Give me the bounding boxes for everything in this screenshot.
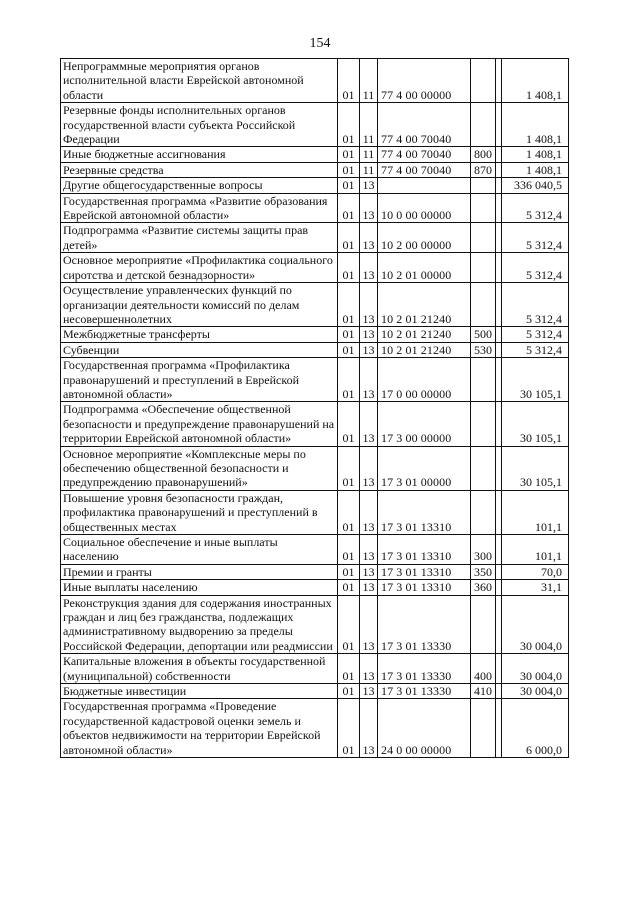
row-name: Бюджетные инвестиции bbox=[61, 684, 338, 699]
row-expense-type bbox=[471, 193, 496, 223]
row-target-article bbox=[378, 178, 471, 193]
row-subsection-code: 13 bbox=[360, 446, 378, 490]
row-subsection-code: 11 bbox=[360, 59, 378, 103]
row-subsection-code: 13 bbox=[360, 253, 378, 283]
row-name: Другие общегосударственные вопросы bbox=[61, 178, 338, 193]
table-row bbox=[61, 283, 569, 327]
row-section-code: 01 bbox=[338, 59, 360, 103]
row-amount: 5 312,4 bbox=[502, 193, 569, 223]
row-expense-type bbox=[471, 446, 496, 490]
table-row bbox=[61, 162, 569, 177]
row-subsection-code: 11 bbox=[360, 162, 378, 177]
row-subsection-code: 13 bbox=[360, 684, 378, 699]
row-amount: 5 312,4 bbox=[502, 253, 569, 283]
row-amount: 1 408,1 bbox=[502, 103, 569, 147]
table-row bbox=[61, 580, 569, 595]
row-amount: 30 105,1 bbox=[502, 402, 569, 446]
row-expense-type bbox=[471, 178, 496, 193]
row-subsection-code: 11 bbox=[360, 147, 378, 162]
row-expense-type: 350 bbox=[471, 564, 496, 579]
row-section-code: 01 bbox=[338, 178, 360, 193]
row-subsection-code: 13 bbox=[360, 580, 378, 595]
row-section-code: 01 bbox=[338, 654, 360, 684]
row-amount: 30 004,0 bbox=[502, 684, 569, 699]
row-section-code: 01 bbox=[338, 595, 360, 654]
table-row bbox=[61, 358, 569, 402]
row-name: Осуществление управленческих функций по организации деятельности комиссий по делам несовершеннолетних bbox=[61, 283, 338, 327]
row-name: Подпрограмма «Обеспечение общественной безопасности и предупреждение правонарушений на территории Еврейской автономной области» bbox=[61, 402, 338, 446]
row-subsection-code: 13 bbox=[360, 178, 378, 193]
row-amount: 1 408,1 bbox=[502, 147, 569, 162]
row-target-article: 10 2 01 21240 bbox=[378, 283, 471, 327]
row-subsection-code: 13 bbox=[360, 223, 378, 253]
row-expense-type: 360 bbox=[471, 580, 496, 595]
row-expense-type bbox=[471, 358, 496, 402]
row-expense-type bbox=[471, 253, 496, 283]
row-target-article: 10 0 00 00000 bbox=[378, 193, 471, 223]
row-amount: 5 312,4 bbox=[502, 223, 569, 253]
row-name: Подпрограмма «Развитие системы защиты прав детей» bbox=[61, 223, 338, 253]
row-target-article: 77 4 00 70040 bbox=[378, 147, 471, 162]
row-target-article: 17 3 01 13310 bbox=[378, 535, 471, 565]
row-expense-type bbox=[471, 103, 496, 147]
row-section-code: 01 bbox=[338, 490, 360, 534]
row-subsection-code: 13 bbox=[360, 193, 378, 223]
row-name: Государственная программа «Профилактика правонарушений и преступлений в Еврейской автономной области» bbox=[61, 358, 338, 402]
row-target-article: 10 2 00 00000 bbox=[378, 223, 471, 253]
row-expense-type bbox=[471, 699, 496, 758]
row-amount: 336 040,5 bbox=[502, 178, 569, 193]
row-amount: 30 105,1 bbox=[502, 446, 569, 490]
row-section-code: 01 bbox=[338, 580, 360, 595]
row-section-code: 01 bbox=[338, 402, 360, 446]
row-subsection-code: 13 bbox=[360, 490, 378, 534]
row-target-article: 77 4 00 00000 bbox=[378, 59, 471, 103]
row-expense-type: 500 bbox=[471, 327, 496, 342]
row-subsection-code: 13 bbox=[360, 402, 378, 446]
row-amount: 6 000,0 bbox=[502, 699, 569, 758]
row-target-article: 24 0 00 00000 bbox=[378, 699, 471, 758]
row-target-article: 17 3 01 13310 bbox=[378, 564, 471, 579]
row-target-article: 10 2 01 00000 bbox=[378, 253, 471, 283]
row-amount: 1 408,1 bbox=[502, 162, 569, 177]
table-row bbox=[61, 193, 569, 223]
row-section-code: 01 bbox=[338, 147, 360, 162]
row-section-code: 01 bbox=[338, 162, 360, 177]
row-section-code: 01 bbox=[338, 193, 360, 223]
table-row bbox=[61, 490, 569, 534]
row-expense-type bbox=[471, 59, 496, 103]
row-expense-type: 410 bbox=[471, 684, 496, 699]
table-row bbox=[61, 223, 569, 253]
row-name: Премии и гранты bbox=[61, 564, 338, 579]
row-section-code: 01 bbox=[338, 358, 360, 402]
row-section-code: 01 bbox=[338, 446, 360, 490]
row-subsection-code: 13 bbox=[360, 535, 378, 565]
table-row bbox=[61, 103, 569, 147]
row-name: Повышение уровня безопасности граждан, профилактика правонарушений и преступлений в общественных местах bbox=[61, 490, 338, 534]
row-subsection-code: 13 bbox=[360, 699, 378, 758]
row-subsection-code: 13 bbox=[360, 564, 378, 579]
row-target-article: 10 2 01 21240 bbox=[378, 327, 471, 342]
row-target-article: 17 3 01 00000 bbox=[378, 446, 471, 490]
table-row bbox=[61, 684, 569, 699]
table-row bbox=[61, 654, 569, 684]
row-subsection-code: 13 bbox=[360, 595, 378, 654]
row-target-article: 17 3 01 13330 bbox=[378, 654, 471, 684]
row-target-article: 77 4 00 70040 bbox=[378, 162, 471, 177]
table-row bbox=[61, 564, 569, 579]
row-subsection-code: 13 bbox=[360, 654, 378, 684]
row-target-article: 17 3 01 13330 bbox=[378, 684, 471, 699]
row-amount: 5 312,4 bbox=[502, 283, 569, 327]
row-amount: 70,0 bbox=[502, 564, 569, 579]
row-section-code: 01 bbox=[338, 564, 360, 579]
table-row bbox=[61, 402, 569, 446]
row-section-code: 01 bbox=[338, 223, 360, 253]
row-section-code: 01 bbox=[338, 253, 360, 283]
row-target-article: 17 3 01 13310 bbox=[378, 580, 471, 595]
table-row bbox=[61, 699, 569, 758]
row-section-code: 01 bbox=[338, 283, 360, 327]
row-name: Реконструкция здания для содержания иностранных граждан и лиц без гражданства, подлежащих административному выдворению за пределы Российской Федерации, депортации или реадмиссии bbox=[61, 595, 338, 654]
row-amount: 31,1 bbox=[502, 580, 569, 595]
table-row bbox=[61, 535, 569, 565]
row-name: Государственная программа «Проведение государственной кадастровой оценки земель и объектов недвижимости на территории Еврейской автономной области» bbox=[61, 699, 338, 758]
row-section-code: 01 bbox=[338, 342, 360, 357]
row-name: Иные выплаты населению bbox=[61, 580, 338, 595]
row-expense-type: 300 bbox=[471, 535, 496, 565]
row-amount: 101,1 bbox=[502, 535, 569, 565]
row-amount: 30 004,0 bbox=[502, 595, 569, 654]
table-row bbox=[61, 595, 569, 654]
row-name: Субвенции bbox=[61, 342, 338, 357]
row-name: Иные бюджетные ассигнования bbox=[61, 147, 338, 162]
row-subsection-code: 13 bbox=[360, 358, 378, 402]
row-amount: 101,1 bbox=[502, 490, 569, 534]
row-name: Социальное обеспечение и иные выплаты населению bbox=[61, 535, 338, 565]
row-expense-type: 400 bbox=[471, 654, 496, 684]
row-name: Основное мероприятие «Профилактика социального сиротства и детской безнадзорности» bbox=[61, 253, 338, 283]
row-name: Межбюджетные трансферты bbox=[61, 327, 338, 342]
row-amount: 30 004,0 bbox=[502, 654, 569, 684]
row-amount: 5 312,4 bbox=[502, 327, 569, 342]
row-amount: 5 312,4 bbox=[502, 342, 569, 357]
row-subsection-code: 13 bbox=[360, 283, 378, 327]
row-name: Непрограммные мероприятия органов исполнительной власти Еврейской автономной области bbox=[61, 59, 338, 103]
row-target-article: 17 3 01 13310 bbox=[378, 490, 471, 534]
row-expense-type: 800 bbox=[471, 147, 496, 162]
table-row bbox=[61, 147, 569, 162]
table-row bbox=[61, 327, 569, 342]
row-subsection-code: 13 bbox=[360, 342, 378, 357]
row-amount: 1 408,1 bbox=[502, 59, 569, 103]
row-expense-type bbox=[471, 490, 496, 534]
row-amount: 30 105,1 bbox=[502, 358, 569, 402]
row-name: Государственная программа «Развитие образования Еврейской автономной области» bbox=[61, 193, 338, 223]
row-target-article: 10 2 01 21240 bbox=[378, 342, 471, 357]
row-expense-type bbox=[471, 595, 496, 654]
row-section-code: 01 bbox=[338, 684, 360, 699]
row-expense-type: 530 bbox=[471, 342, 496, 357]
row-name: Капитальные вложения в объекты государственной (муниципальной) собственности bbox=[61, 654, 338, 684]
row-name: Основное мероприятие «Комплексные меры по обеспечению общественной безопасности и предупреждению правонарушений» bbox=[61, 446, 338, 490]
table-row bbox=[61, 178, 569, 193]
row-subsection-code: 11 bbox=[360, 103, 378, 147]
row-section-code: 01 bbox=[338, 103, 360, 147]
row-subsection-code: 13 bbox=[360, 327, 378, 342]
row-name: Резервные фонды исполнительных органов государственной власти субъекта Российской Федерации bbox=[61, 103, 338, 147]
table-row bbox=[61, 342, 569, 357]
row-expense-type: 870 bbox=[471, 162, 496, 177]
row-section-code: 01 bbox=[338, 327, 360, 342]
row-target-article: 17 0 00 00000 bbox=[378, 358, 471, 402]
page-number: 154 bbox=[309, 36, 331, 51]
row-name: Резервные средства bbox=[61, 162, 338, 177]
row-section-code: 01 bbox=[338, 535, 360, 565]
row-expense-type bbox=[471, 223, 496, 253]
budget-table bbox=[60, 58, 569, 758]
row-target-article: 17 3 01 13330 bbox=[378, 595, 471, 654]
table-row bbox=[61, 446, 569, 490]
table-row bbox=[61, 59, 569, 103]
row-section-code: 01 bbox=[338, 699, 360, 758]
row-expense-type bbox=[471, 402, 496, 446]
row-expense-type bbox=[471, 283, 496, 327]
row-target-article: 17 3 00 00000 bbox=[378, 402, 471, 446]
row-target-article: 77 4 00 70040 bbox=[378, 103, 471, 147]
table-row bbox=[61, 253, 569, 283]
